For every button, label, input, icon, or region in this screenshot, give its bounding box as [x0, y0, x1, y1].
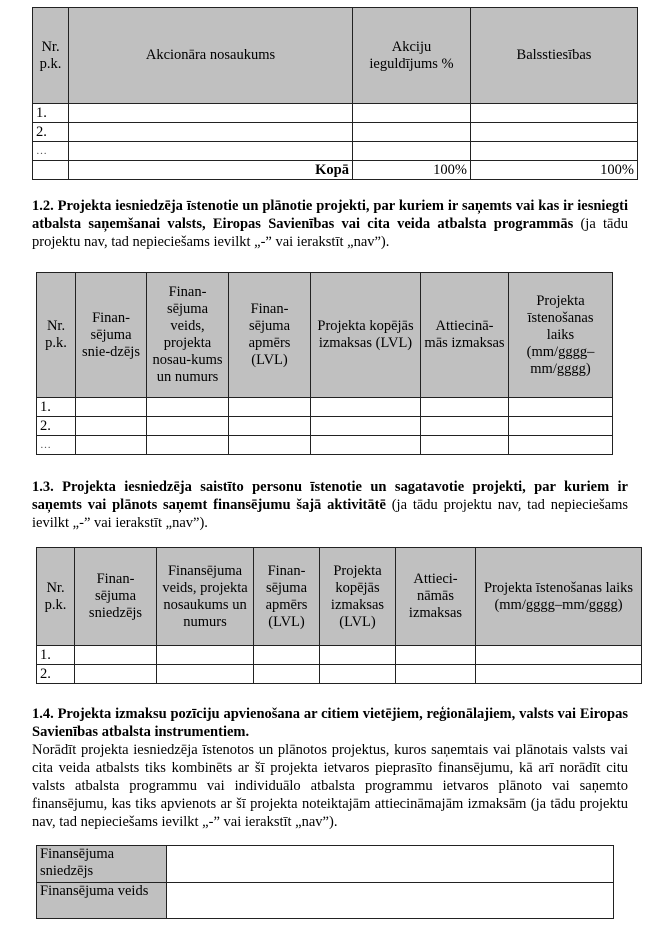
- section-1-4-text: [32, 705, 628, 831]
- header-shareholder-name: Akcionāra nosaukums: [69, 8, 353, 104]
- total-row: [33, 161, 638, 180]
- table-row: 1.: [37, 646, 642, 665]
- table-row: 2.: [37, 417, 613, 436]
- header-share-percent: Akciju ieguldījums %: [353, 8, 471, 104]
- section-1-3-text: 1.3. Projekta iesniedzēja saistīto personu īstenotie un sagatavotie projekti, par kuriem ir saņemts vai plānots saņemt finansējumu šajā aktivitātē (ja tādu projektu nav, tad nepieciešams ievilkt „-” vai ierakstīt „nav”).: [32, 479, 629, 531]
- section-1-2-text: 1.2. Projekta iesniedzēja īstenotie un plānotie projekti, par kuriem ir saņemts vai kas ir iesniegti atbalsta saņemšanai valsts, Eiropas Savienības vai cita veida atbalsta programmās (ja tādu projektu nav, tad nepieciešams ievilkt „-” vai ierakstīt „nav”).: [32, 198, 628, 250]
- label-funding-type: Finansējuma veids: [37, 883, 167, 919]
- table-row: 1.: [33, 104, 638, 123]
- funding-table: [36, 845, 614, 919]
- table-row: 2.: [33, 123, 638, 142]
- table-row: 2.: [37, 665, 642, 684]
- funding-type-field[interactable]: [167, 883, 614, 919]
- header-nr: Nr. p.k.: [33, 8, 69, 104]
- table-row: …: [37, 436, 613, 455]
- shareholders-table: [32, 7, 638, 180]
- table-row: 1.: [37, 398, 613, 417]
- funding-provider-field[interactable]: [167, 846, 614, 883]
- label-funding-provider: Finansējuma sniedzējs: [37, 846, 167, 883]
- related-projects-table: Nr. p.k. Finan-sējuma sniedzējs Finansējuma veids, projekta nosaukums un numurs Finan-sējuma apmērs (LVL) Projekta kopējās izmaksas (LVL) Attieci-nāmās izmaksas Projekta īstenošanas laiks (mm/gggg–mm/gggg) 1. 2.: [36, 547, 642, 684]
- table-row: …: [33, 142, 638, 161]
- total-label: Kopā: [69, 161, 353, 180]
- header-voting-rights: Balsstiesības: [471, 8, 638, 104]
- section-1-4-heading: 1.4. Projekta izmaksu pozīciju apvienošana ar citiem vietējiem, reģionālajiem, valsts vai Eiropas Savienības atbalsta instrumentiem.: [32, 706, 628, 740]
- total-shares: 100%: [353, 161, 471, 180]
- section-1-4-body: Norādīt projekta iesniedzēja īstenotos un plānotos projektus, kuros saņemtais vai plānotais valsts vai cita veida atbalsts tiks kombinēts ar šī projekta ietvaros pieprasīto finansējumu, kā arī norādīt citu valsts atbalsta programmu vai individuālo atbalsta programmu ietvaros plānoto vai saņemto finansējumu, kas tiks apvienots ar šī projekta noteiktajām attiecināmajām izmaksām (ja tādu projektu nav, tad nepieciešams ievilkt „-” vai ierakstīt „nav”).: [32, 742, 628, 830]
- total-votes: 100%: [471, 161, 638, 180]
- projects-table: Nr. p.k. Finan-sējuma snie-dzējs Finan-sējuma veids, projekta nosau-kums un numurs Finan-sējuma apmērs (LVL) Projekta kopējās izmaksas (LVL) Attiecinā-mās izmaksas Projekta īstenošanas laiks (mm/gggg–mm/gggg) 1. 2. …: [36, 272, 613, 455]
